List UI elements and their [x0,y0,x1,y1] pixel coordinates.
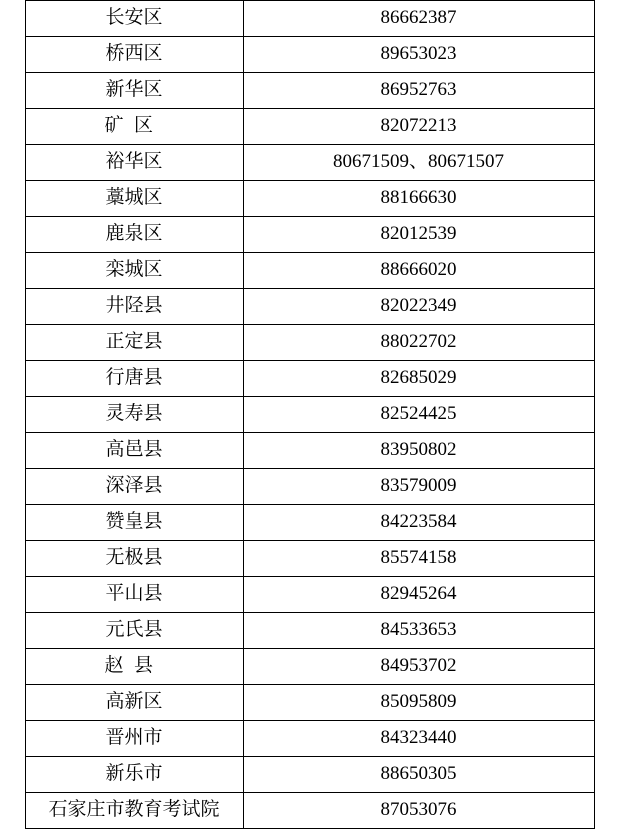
phone-cell: 82685029 [243,361,594,397]
table-row [25,253,594,289]
table-row [25,289,594,325]
table-row [25,1,594,37]
district-cell: 矿区 [25,109,243,145]
table-row [25,793,594,829]
district-cell: 平山县 [25,577,243,613]
table-row [25,37,594,73]
district-contact-table [25,0,595,829]
table-row [25,469,594,505]
district-cell: 栾城区 [25,253,243,289]
phone-cell: 83950802 [243,433,594,469]
phone-cell: 88666020 [243,253,594,289]
district-cell: 藁城区 [25,181,243,217]
district-cell: 新华区 [25,73,243,109]
phone-cell: 83579009 [243,469,594,505]
phone-cell: 89653023 [243,37,594,73]
table-body [25,1,594,829]
phone-cell: 84953702 [243,649,594,685]
district-cell: 赵县 [25,649,243,685]
table-row [25,397,594,433]
phone-cell: 82072213 [243,109,594,145]
table-row [25,721,594,757]
district-cell: 长安区 [25,1,243,37]
phone-cell: 80671509、80671507 [243,145,594,181]
district-cell: 桥西区 [25,37,243,73]
phone-cell: 86952763 [243,73,594,109]
phone-cell: 88166630 [243,181,594,217]
phone-cell: 82945264 [243,577,594,613]
phone-cell: 84223584 [243,505,594,541]
district-cell: 新乐市 [25,757,243,793]
table-row [25,685,594,721]
phone-cell: 84323440 [243,721,594,757]
phone-cell: 84533653 [243,613,594,649]
table-row [25,145,594,181]
table-row [25,649,594,685]
phone-cell: 82022349 [243,289,594,325]
district-cell: 灵寿县 [25,397,243,433]
table-row [25,217,594,253]
phone-cell: 86662387 [243,1,594,37]
table-row [25,361,594,397]
table-row [25,505,594,541]
phone-cell: 85095809 [243,685,594,721]
district-cell: 深泽县 [25,469,243,505]
district-cell: 石家庄市教育考试院 [25,793,243,829]
district-cell: 正定县 [25,325,243,361]
district-cell: 井陉县 [25,289,243,325]
district-cell: 高新区 [25,685,243,721]
district-cell: 鹿泉区 [25,217,243,253]
phone-cell: 87053076 [243,793,594,829]
table-row [25,613,594,649]
phone-cell: 88022702 [243,325,594,361]
table-row [25,325,594,361]
district-cell: 赞皇县 [25,505,243,541]
district-cell: 晋州市 [25,721,243,757]
phone-cell: 82524425 [243,397,594,433]
table-row [25,541,594,577]
district-cell: 元氏县 [25,613,243,649]
phone-cell: 82012539 [243,217,594,253]
district-cell: 行唐县 [25,361,243,397]
phone-cell: 88650305 [243,757,594,793]
district-cell: 裕华区 [25,145,243,181]
phone-cell: 85574158 [243,541,594,577]
district-cell: 无极县 [25,541,243,577]
table-row [25,109,594,145]
table-row [25,73,594,109]
table-row [25,433,594,469]
district-cell: 高邑县 [25,433,243,469]
table-row [25,577,594,613]
table-row [25,757,594,793]
table-row [25,181,594,217]
